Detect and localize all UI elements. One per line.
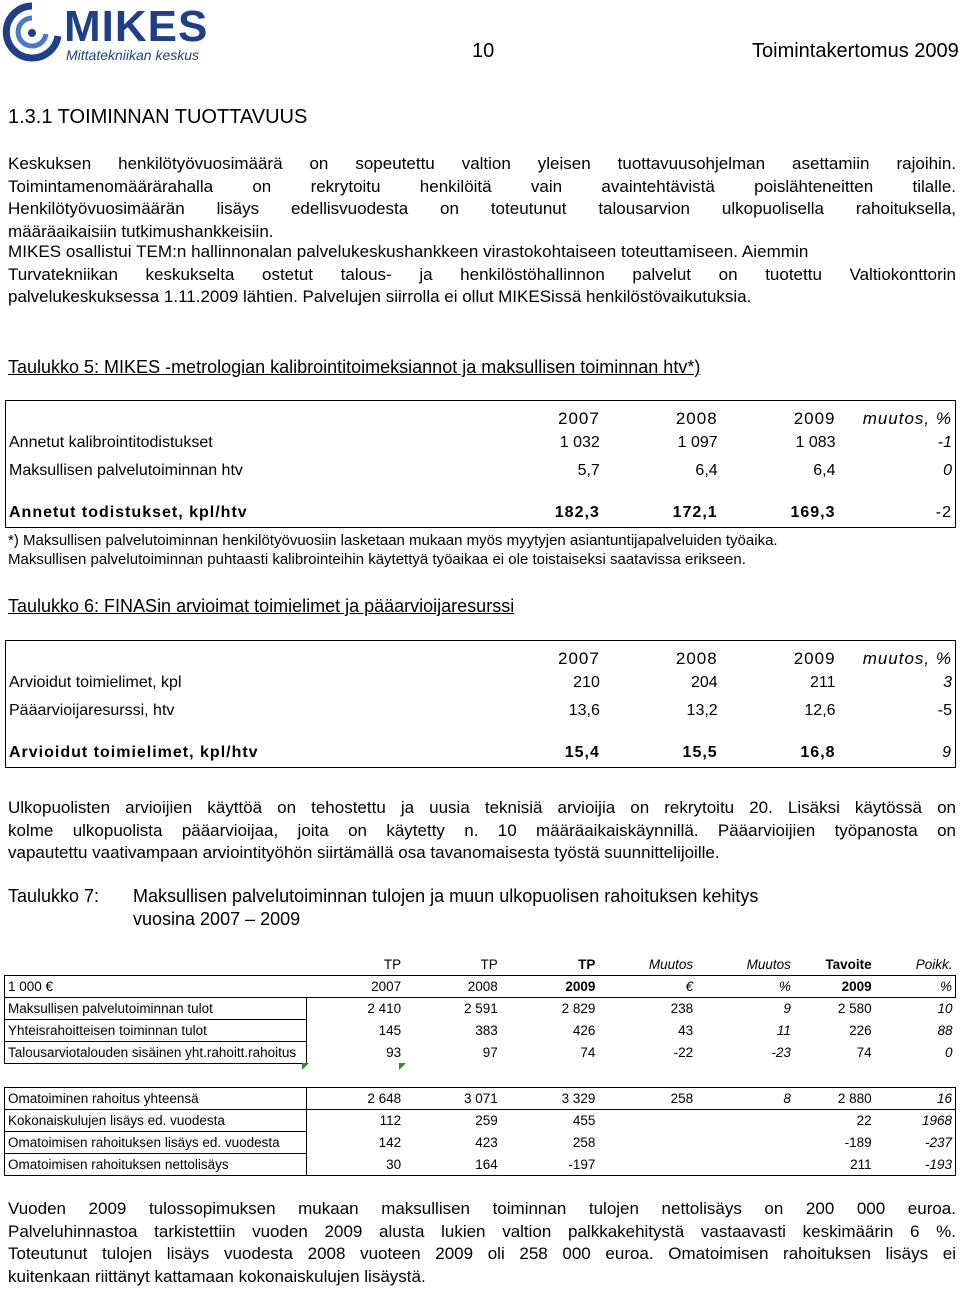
table-row <box>6 697 956 725</box>
table5-header-row <box>6 401 956 430</box>
cell: 2 829 <box>561 1001 596 1017</box>
cell: 112 <box>379 1113 402 1129</box>
th: TP <box>480 957 498 972</box>
paragraph-line: Toteutunut tulojen lisäys vuodesta 2008 vuoteen 2009 oli 258 000 euroa. Omatoimisen rahoituksen lisäys ei <box>8 1244 956 1263</box>
page-number: 10 <box>472 40 495 62</box>
cell: 3 329 <box>501 1088 599 1110</box>
cell: 172,1 <box>603 499 721 528</box>
th: 2009 <box>794 976 875 998</box>
cell: 6,4 <box>813 462 836 479</box>
row-label: Omatoiminen rahoitus yhteensä <box>5 1088 307 1110</box>
paragraph-revenue <box>8 1198 956 1288</box>
cell <box>598 1132 696 1154</box>
cell: -2 <box>839 499 956 528</box>
cell: -197 <box>501 1154 599 1176</box>
table5-header-2008: 2008 <box>603 401 721 430</box>
th: % <box>696 976 794 998</box>
table5-caption: Taulukko 5: MIKES -metrologian kalibrointitoimeksiannot ja maksullisen toiminnan htv*) <box>8 357 701 377</box>
cell: 3 <box>839 669 956 697</box>
cell <box>598 1110 696 1132</box>
cell: 93 <box>386 1045 402 1060</box>
paragraph-line: Ulkopuolisten arvioijien käyttöä on tehostettu ja uusia teknisiä arvioijia on rekrytoitu 20. Lisäksi käytössä on <box>8 798 956 817</box>
logo-text: MIKES <box>64 2 209 51</box>
table-row <box>5 1154 956 1176</box>
cell: 426 <box>572 1023 596 1038</box>
paragraph-line: Keskuksen henkilötyövuosimäärä on sopeutettu valtion yleisen tuottavuusohjelman asettamiin rajoihin. <box>8 154 956 173</box>
paragraph-line: kuitenkaan riittänyt kattamaan kokonaiskulujen lisäystä. <box>8 1266 426 1286</box>
cell: 145 <box>378 1023 402 1038</box>
cell: 11 <box>776 1023 791 1038</box>
cell: 204 <box>690 674 718 691</box>
cell: 15,4 <box>485 739 603 768</box>
cell <box>598 1154 696 1176</box>
table7-header-row2 <box>5 976 956 998</box>
cell: 74 <box>856 1045 872 1060</box>
th: 2007 <box>306 976 404 998</box>
cell: 258 <box>572 1135 596 1150</box>
cell: 169,3 <box>721 499 839 528</box>
row-label: Yhteisrahoitteisen toiminnan tulot <box>5 1020 307 1042</box>
cell: 258 <box>598 1088 696 1110</box>
th: 2008 <box>404 976 501 998</box>
cell: 5,7 <box>577 462 600 479</box>
table7-caption-label: Taulukko 7: <box>8 886 100 906</box>
cell: -1 <box>839 429 956 457</box>
table-row <box>5 1132 956 1154</box>
table-row <box>5 1042 956 1064</box>
table6 <box>5 640 956 768</box>
th: Poikk. <box>915 957 953 972</box>
cell: 226 <box>849 1023 872 1038</box>
paragraph-line: määräaikaisiin tutkimushankkeisiin. <box>8 221 274 241</box>
cell-comment-marker-icon <box>399 1063 406 1070</box>
table5-header-2007: 2007 <box>485 401 603 430</box>
paragraph-productivity <box>8 153 956 243</box>
table5-header-change: muutos, % <box>839 401 956 430</box>
cell-comment-marker-icon <box>302 1063 309 1070</box>
table6-header-change: muutos, % <box>839 641 956 670</box>
th: 2009 <box>501 976 599 998</box>
table-row <box>6 429 956 457</box>
row-label: Arvioidut toimielimet, kpl <box>6 669 486 697</box>
table-row <box>5 1088 956 1110</box>
th: € <box>598 976 696 998</box>
paragraph-line: Palveluhinnastoa tarkistettiin vuoden 2009 alusta lukien valtion palkkakehitystä vastaavasti keskimäärin 6 %. <box>8 1221 956 1241</box>
table6-total-row <box>6 739 956 768</box>
logo-subtitle: Mittatekniikan keskus <box>66 47 200 63</box>
table-row <box>5 1110 956 1132</box>
cell: 383 <box>475 1023 498 1038</box>
cell <box>696 1154 794 1176</box>
logo-emblem-icon <box>2 2 62 66</box>
table7-header-row1 <box>5 954 956 976</box>
cell: 16,8 <box>721 739 839 768</box>
paragraph-assessors <box>8 797 956 865</box>
cell: -189 <box>844 1135 872 1150</box>
cell <box>696 1110 794 1132</box>
cell: 2 580 <box>837 1001 872 1017</box>
paragraph-line: MIKES osallistui TEM:n hallinnonalan palvelukeskushankkeen virastokohtaiseen toteuttamiseen. Aiemmin <box>8 242 809 261</box>
th: Muutos <box>648 957 694 972</box>
paragraph-line: kolme ulkopuolista pääarvioijaa, joita on käytetty n. 10 määräaikaiskäynnillä. Pääarvioijien työpanosta on <box>8 820 956 840</box>
row-label: Omatoimisen rahoituksen nettolisäys <box>5 1154 307 1176</box>
cell: 0 <box>839 457 956 485</box>
row-label: Maksullisen palvelutoiminnan tulot <box>5 998 307 1020</box>
cell: 1 083 <box>795 434 836 451</box>
table6-header-row <box>6 641 956 670</box>
cell: 142 <box>378 1135 402 1150</box>
paragraph-line: palvelukeskuksessa 1.11.2009 lähtien. Palvelujen siirrolla ei ollut MIKESissä henkilöstövaikutuksia. <box>8 287 752 306</box>
cell: 12,6 <box>804 702 836 719</box>
row-label: Maksullisen palvelutoiminnan htv <box>6 457 485 485</box>
paragraph-line: Henkilötyövuosimäärän lisäys edellisvuodesta on toteutunut talousarvion ulkopuolisella rahoituksella, <box>8 199 956 218</box>
cell: 15,5 <box>603 739 721 768</box>
unit-label: 1 000 € <box>5 976 307 998</box>
cell: 43 <box>678 1023 694 1038</box>
table-row <box>5 1020 956 1042</box>
cell: 2 880 <box>794 1088 875 1110</box>
table5-footnote <box>8 531 956 569</box>
cell: 164 <box>404 1154 501 1176</box>
cell: 211 <box>810 674 836 691</box>
table7-caption-line2: vuosina 2007 – 2009 <box>133 909 301 929</box>
cell: 22 <box>856 1113 872 1129</box>
row-label: Kokonaiskulujen lisäys ed. vuodesta <box>5 1110 307 1132</box>
cell: 9 <box>783 1001 791 1017</box>
cell: -5 <box>839 697 956 725</box>
row-label: Annetut kalibrointitodistukset <box>6 429 485 457</box>
table6-header-2008: 2008 <box>603 641 721 670</box>
row-label: Annetut todistukset, kpl/htv <box>6 499 485 528</box>
cell: -193 <box>875 1154 956 1176</box>
cell: 1 097 <box>677 434 718 451</box>
cell: 74 <box>580 1045 596 1060</box>
cell: 97 <box>482 1045 498 1060</box>
table6-header-2009: 2009 <box>721 641 839 670</box>
cell: 210 <box>573 674 600 691</box>
cell: -237 <box>875 1132 956 1154</box>
row-label: Pääarvioijaresurssi, htv <box>6 697 486 725</box>
footnote-line: Maksullisen palvelutoiminnan puhtaasti kalibrointeihin käytettyä työaikaa ei ole toistaiseksi saatavissa erikseen. <box>8 551 746 568</box>
cell: -23 <box>771 1045 791 1060</box>
table7-caption-line1: Maksullisen palvelutoiminnan tulojen ja muun ulkopuolisen rahoituksen kehitys <box>133 886 759 906</box>
cell: 1968 <box>875 1110 956 1132</box>
row-label: Arvioidut toimielimet, kpl/htv <box>6 739 486 768</box>
table7 <box>4 954 956 1176</box>
paragraph-line: Vuoden 2009 tulossopimuksen mukaan maksullisen toiminnan tulojen nettolisäys on 200 000 euroa. <box>8 1199 956 1218</box>
cell: 2 591 <box>463 1001 498 1017</box>
th: TP <box>383 957 402 972</box>
th: Tavoite <box>825 957 872 972</box>
cell: 0 <box>944 1045 953 1060</box>
cell: 6,4 <box>695 462 718 479</box>
table5 <box>5 400 956 528</box>
footnote-line: *) Maksullisen palvelutoiminnan henkilötyövuosiin lasketaan mukaan myös myytyjen asiantuntijapalveluiden työaika. <box>8 532 778 549</box>
th: % <box>875 976 956 998</box>
table6-caption: Taulukko 6: FINASin arvioimat toimielimet ja pääarvioijaresurssi <box>8 596 515 616</box>
cell: 10 <box>937 1001 953 1017</box>
cell: 2 648 <box>306 1088 404 1110</box>
table6-header-2007: 2007 <box>485 641 603 670</box>
cell: 13,6 <box>568 702 600 719</box>
cell: 423 <box>475 1135 498 1150</box>
cell: 238 <box>670 1001 694 1017</box>
cell: 13,2 <box>686 702 718 719</box>
cell: 8 <box>696 1088 794 1110</box>
th: Muutos <box>746 957 791 972</box>
table5-header-2009: 2009 <box>721 401 839 430</box>
cell: 455 <box>572 1113 596 1129</box>
row-label: Talousarviotalouden sisäinen yht.rahoitt.rahoitus <box>5 1042 307 1064</box>
cell <box>696 1132 794 1154</box>
document-title: Toimintakertomus 2009 <box>752 40 959 62</box>
table-row <box>6 669 956 697</box>
cell: 30 <box>306 1154 404 1176</box>
table-row <box>5 998 956 1020</box>
cell: 3 071 <box>404 1088 501 1110</box>
mikes-logo <box>2 2 212 66</box>
cell: 259 <box>475 1113 498 1129</box>
paragraph-line: vapautettu vaativampaan arviointityöhön siirtämällä osa tavanomaisesta työstä suunnittelijoille. <box>8 843 720 862</box>
cell: 182,3 <box>485 499 603 528</box>
cell: 88 <box>937 1023 953 1038</box>
section-title: 1.3.1 TOIMINNAN TUOTTAVUUS <box>8 106 308 128</box>
cell: 16 <box>875 1088 956 1110</box>
cell: 1 032 <box>559 434 600 451</box>
table-row <box>6 457 956 485</box>
table5-total-row <box>6 499 956 528</box>
th: TP <box>578 957 596 972</box>
paragraph-line: Toimintamenomäärärahalla on rekrytoitu henkilöitä vain avaintehtävistä poislähteneitten tilalle. <box>8 176 956 196</box>
cell: 9 <box>839 739 956 768</box>
cell: 211 <box>794 1154 875 1176</box>
cell: 2 410 <box>367 1001 402 1017</box>
row-label: Omatoimisen rahoituksen lisäys ed. vuodesta <box>5 1132 307 1154</box>
paragraph-service-center <box>8 241 956 309</box>
paragraph-line: Turvatekniikan keskukselta ostetut talous- ja henkilöstöhallinnon palvelut on tuotettu Valtiokonttorin <box>8 264 956 284</box>
cell: -22 <box>673 1045 694 1060</box>
